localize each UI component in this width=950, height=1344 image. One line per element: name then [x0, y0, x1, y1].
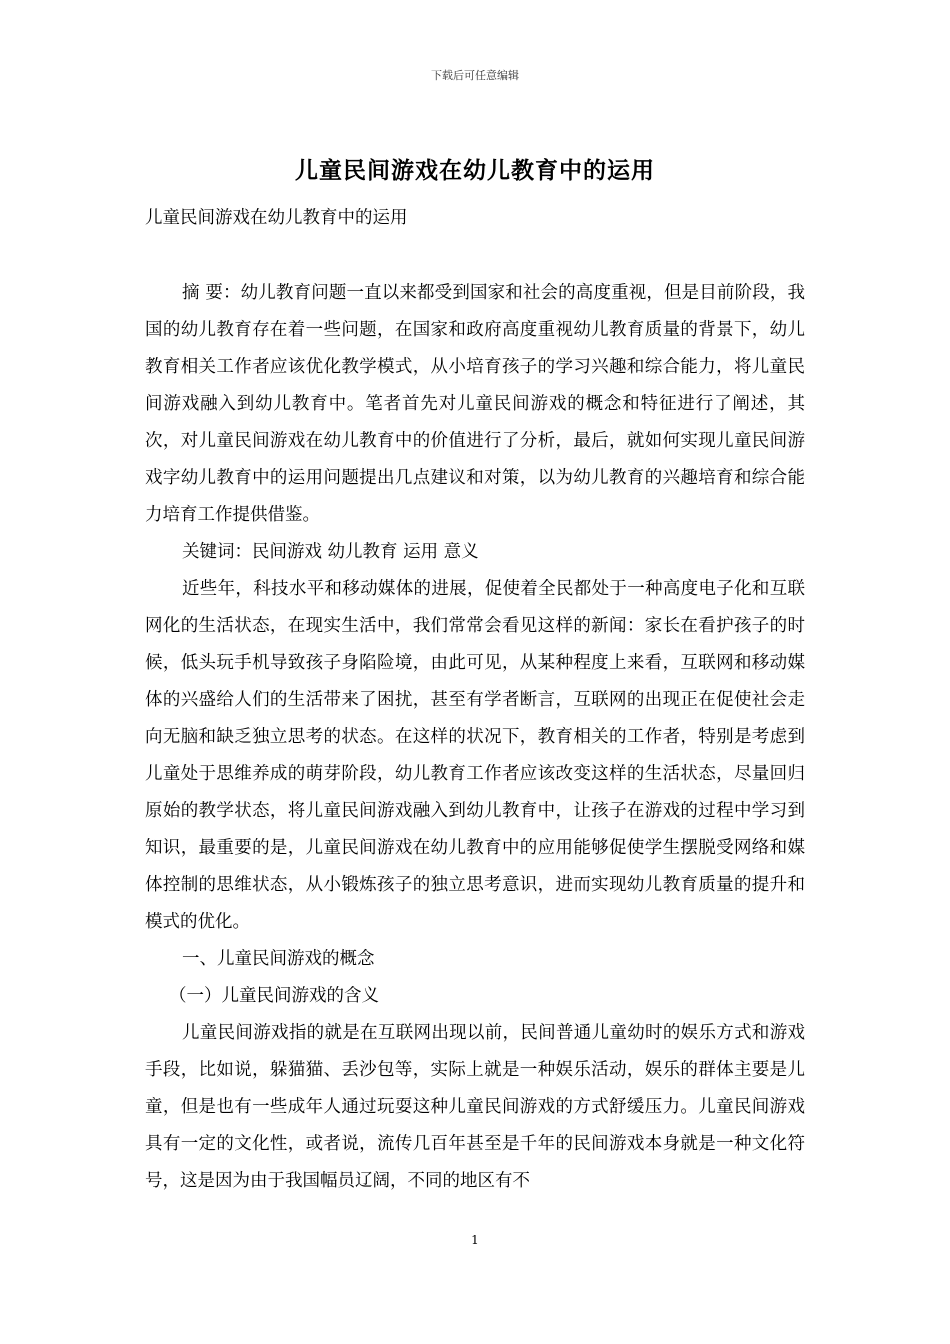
section-heading-1: 一、儿童民间游戏的概念	[182, 949, 375, 969]
intro-paragraph: 近些年，科技水平和移动媒体的进展，促使着全民都处于一种高度电子化和互联网化的生活状态，在现实生活中，我们常常会看见这样的新闻：家长在看护孩子的时候，低头玩手机导致孩子身陷险境，由此可见，从某种程度上来看，互联网和移动媒体的兴盛给人们的生活带来了困扰，甚至有学者断言，互联网的出现正在促使社会走向无脑和缺乏独立思考的状态。在这样的状况下，教育相关的工作者，特别是考虑到儿童处于思维养成的萌芽阶段，幼儿教育工作者应该改变这样的生活状态，尽量回归原始的教学状态，将儿童民间游戏融入到幼儿教育中，让孩子在游戏的过程中学习到知识，最重要的是，儿童民间游戏在幼儿教育中的应用能够促使学生摆脱受网络和媒体控制的思维状态，从小锻炼孩子的独立思考意识，进而实现幼儿教育质量的提升和模式的优化。	[145, 579, 805, 932]
section-1-1-paragraph: 儿童民间游戏指的就是在互联网出现以前，民间普通儿童幼时的娱乐方式和游戏手段，比如说，躲猫猫、丢沙包等，实际上就是一种娱乐活动，娱乐的群体主要是儿童，但是也有一些成年人通过玩耍这种儿童民间游戏的方式舒缓压力。儿童民间游戏具有一定的文化性，或者说，流传几百年甚至是千年的民间游戏本身就是一种文化符号，这是因为由于我国幅员辽阔，不同的地区有不	[145, 1023, 805, 1191]
document-subtitle: 儿童民间游戏在幼儿教育中的运用	[145, 208, 408, 228]
document-body	[145, 200, 805, 1200]
header-note: 下载后可任意编辑	[431, 69, 519, 82]
abstract-paragraph: 摘 要：幼儿教育问题一直以来都受到国家和社会的高度重视，但是目前阶段，我国的幼儿教育存在着一些问题，在国家和政府高度重视幼儿教育质量的背景下，幼儿教育相关工作者应该优化教学模式，从小培育孩子的学习兴趣和综合能力，将儿童民间游戏融入到幼儿教育中。笔者首先对儿童民间游戏的概念和特征进行了阐述，其次，对儿童民间游戏在幼儿教育中的价值进行了分析，最后，就如何实现儿童民间游戏字幼儿教育中的运用问题提出几点建议和对策，以为幼儿教育的兴趣培育和综合能力培育工作提供借鉴。	[145, 283, 805, 525]
keywords-line: 关键词：民间游戏 幼儿教育 运用 意义	[182, 542, 479, 562]
document-title: 儿童民间游戏在幼儿教育中的运用	[295, 157, 655, 184]
page-number: 1	[471, 1233, 479, 1247]
section-heading-1-1: （一）儿童民间游戏的含义	[169, 986, 379, 1006]
